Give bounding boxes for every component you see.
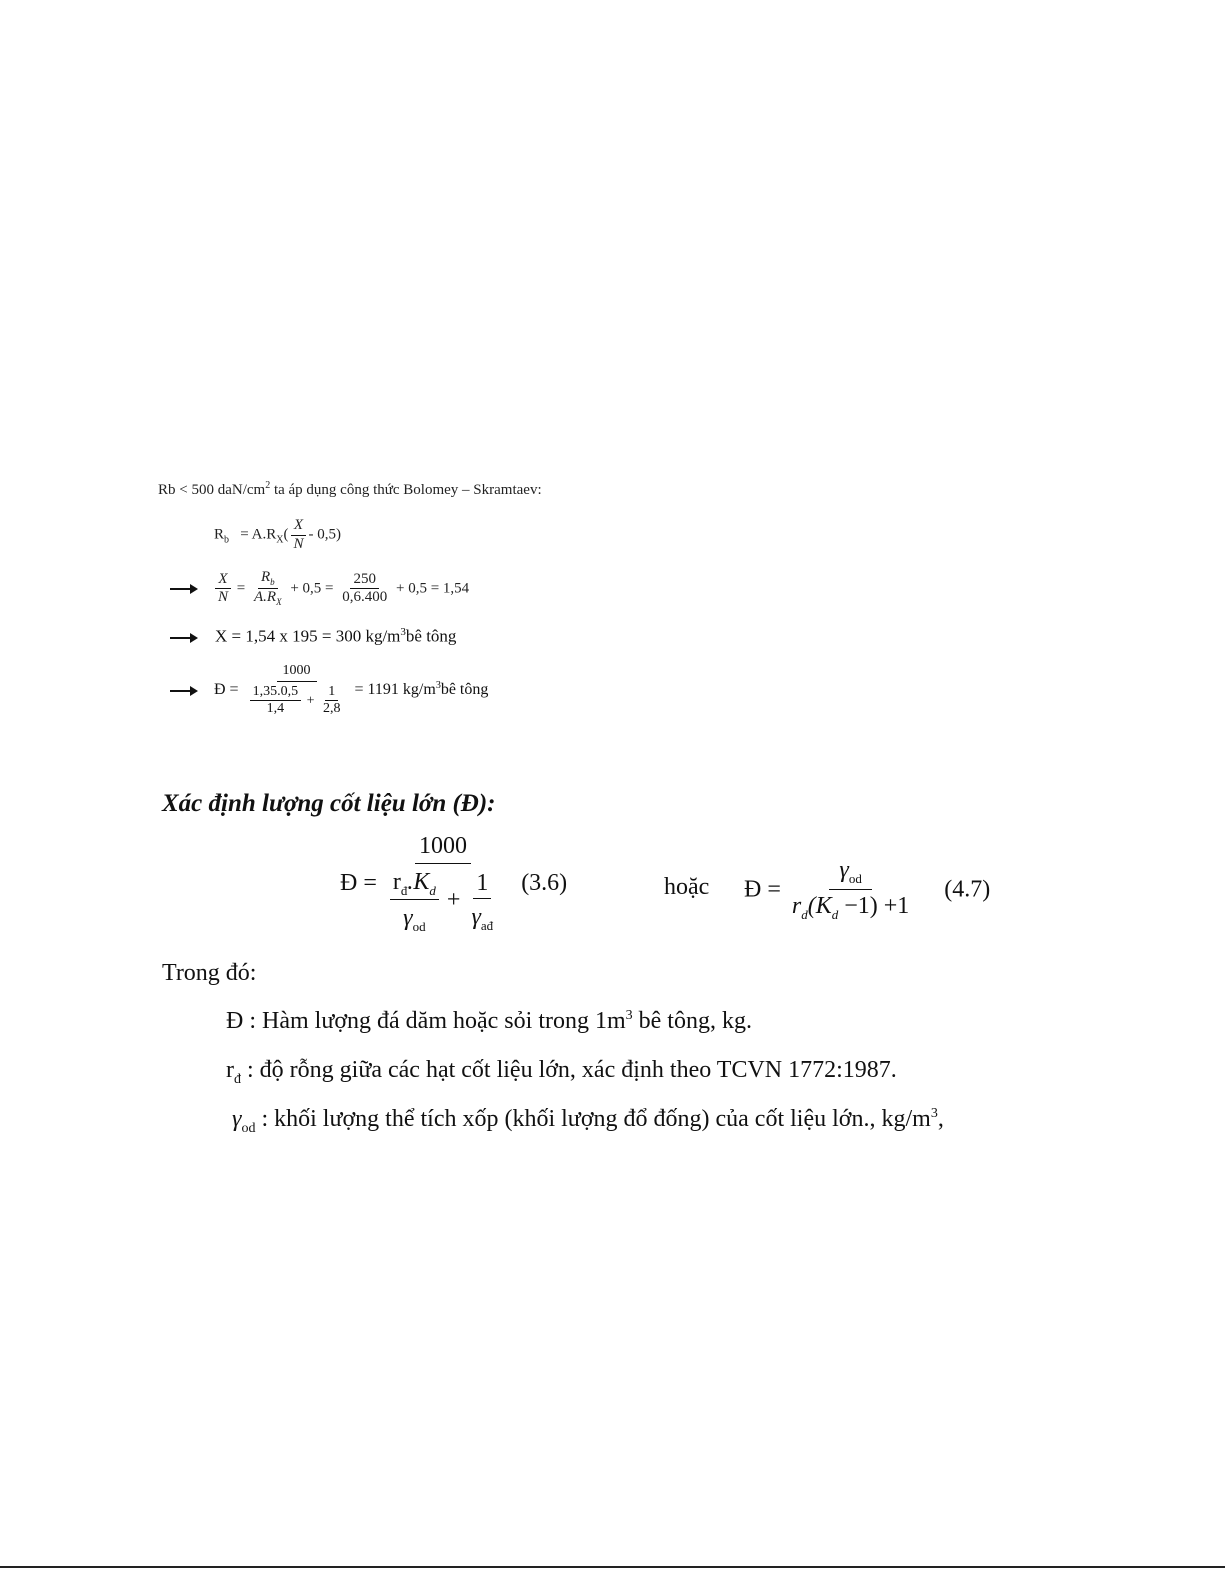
f47-den-k-sub: d [831, 907, 839, 923]
eq2-f3-den: 0,6.400 [342, 589, 388, 606]
def3-symbol-sub: od [241, 1120, 256, 1136]
def3-sup: 3 [930, 1106, 938, 1121]
eq1-open: ( [283, 526, 289, 543]
def3-symbol: γ [232, 1106, 242, 1132]
eq1-frac-den: N [293, 535, 304, 552]
def1-symbol: Đ [226, 1008, 244, 1034]
eq4-d2-den: 2,8 [322, 701, 341, 717]
eq1-frac-num: X [291, 518, 306, 536]
f36-frac-a [390, 870, 439, 933]
f36-frac-b [468, 871, 496, 932]
def3-text: : khối lượng thể tích xốp (khối lượng đổ đống) của cốt liệu lớn., kg/m [255, 1106, 931, 1132]
eq2-mid: + 0,5 = [290, 580, 334, 597]
definition-d [226, 1008, 752, 1035]
eq2-f2-num: R [260, 569, 271, 585]
f36-a-num-r: r [392, 869, 401, 896]
def3-text-end: , [937, 1106, 944, 1132]
definition-rd [226, 1057, 897, 1088]
f36-b-num: 1 [473, 871, 491, 898]
def2-symbol-sub: đ [234, 1071, 241, 1087]
intro-text-end: ta áp dụng công thức Bolomey – Skramtaev: [270, 482, 542, 498]
formula-3-6 [340, 834, 567, 933]
page-bottom-rule [0, 1566, 1225, 1568]
intro-line [158, 480, 542, 499]
f36-a-den-sub: od [412, 918, 426, 934]
def1-text-end: bê tông, kg. [632, 1008, 752, 1034]
f47-den-mid: (K [807, 893, 832, 920]
eq2-f2-num-sub: b [270, 577, 275, 587]
eq4-plus: + [306, 693, 315, 709]
f36-label: (3.6) [521, 870, 568, 897]
eq1-tail: - 0,5) [308, 526, 341, 543]
eq2-f2-den-sub: X [276, 597, 282, 608]
eq2-eq: = [236, 580, 246, 597]
eq1-fraction [290, 518, 306, 553]
eq2-tail: + 0,5 = 1,54 [395, 580, 470, 597]
eq2-frac-r [251, 570, 285, 608]
f36-fraction [385, 834, 501, 933]
eq1-eq: = A.R [240, 526, 277, 543]
equation-rb [214, 518, 341, 553]
f36-a-num-r-sub: đ [400, 882, 408, 898]
eq4-fraction [245, 664, 349, 717]
eq4-d2-num: 1 [325, 685, 338, 702]
eq4-lhs: Đ = [214, 681, 239, 699]
f47-label: (4.7) [944, 876, 991, 903]
formula-4-7 [744, 858, 990, 922]
equation-x [170, 626, 456, 647]
eq2-f3-num: 250 [350, 572, 379, 590]
eq3-text-end: bê tông [405, 626, 457, 646]
f47-den-r: r [791, 893, 802, 920]
intro-superscript: 2 [265, 480, 271, 491]
f47-lhs: Đ = [744, 876, 781, 903]
f47-fraction [789, 858, 912, 922]
eq2-frac-num [339, 572, 390, 607]
def1-text: : Hàm lượng đá dăm hoặc sỏi trong 1m [243, 1008, 626, 1034]
eq4-d2 [320, 685, 344, 717]
arrow-icon [170, 584, 198, 594]
f36-plus: + [446, 887, 461, 914]
f36-num: 1000 [415, 834, 471, 864]
eq3-text: X = 1,54 x 195 = 300 kg/m [215, 626, 401, 646]
f47-num-sub: od [848, 870, 862, 886]
or-word: hoặc [664, 874, 710, 900]
f36-b-den-sub: ađ [480, 917, 494, 933]
f36-lhs: Đ = [340, 870, 377, 897]
where-label: Trong đó: [162, 960, 257, 986]
eq1-lhs-sub: b [224, 534, 230, 546]
eq3-sup: 3 [400, 626, 406, 638]
equation-d-result [170, 664, 488, 717]
eq4-d1-den: 1,4 [266, 701, 285, 717]
eq2-frac-xn [215, 572, 231, 607]
eq4-tail-end: bê tông [440, 681, 489, 699]
f36-a-den: γ [403, 904, 413, 931]
f47-den-tail: −1) +1 [838, 893, 910, 920]
eq1-sub-x: X [276, 534, 284, 546]
f36-a-num-k: .K [407, 869, 430, 896]
eq4-tail: = 1191 kg/m [354, 681, 436, 699]
f36-b-den: γ [471, 903, 481, 930]
equation-xn [170, 570, 469, 608]
def2-text: : độ rỗng giữa các hạt cốt liệu lớn, xác định theo TCVN 1772:1987. [241, 1057, 897, 1083]
eq4-num: 1000 [277, 664, 317, 682]
eq1-lhs: R [214, 526, 225, 543]
arrow-icon [170, 686, 198, 696]
eq4-d1 [250, 685, 302, 717]
def1-sup: 3 [625, 1008, 633, 1023]
eq4-d1-num: 1,35.0,5 [250, 685, 302, 702]
eq2-f1-num: X [215, 572, 230, 590]
f36-a-num-k-sub: d [429, 882, 436, 898]
eq4-tail-sup: 3 [435, 679, 441, 691]
f47-num: γ [839, 857, 849, 883]
section-heading: Xác định lượng cốt liệu lớn (Đ): [162, 790, 496, 817]
intro-text: Rb < 500 daN/cm [158, 482, 266, 498]
eq2-f2-den: A.R [253, 589, 277, 606]
arrow-icon [170, 633, 198, 643]
f47-den-r-sub: d [801, 907, 808, 923]
def2-symbol: r [226, 1057, 234, 1083]
eq2-f1-den: N [218, 589, 229, 606]
definition-god [232, 1106, 944, 1137]
